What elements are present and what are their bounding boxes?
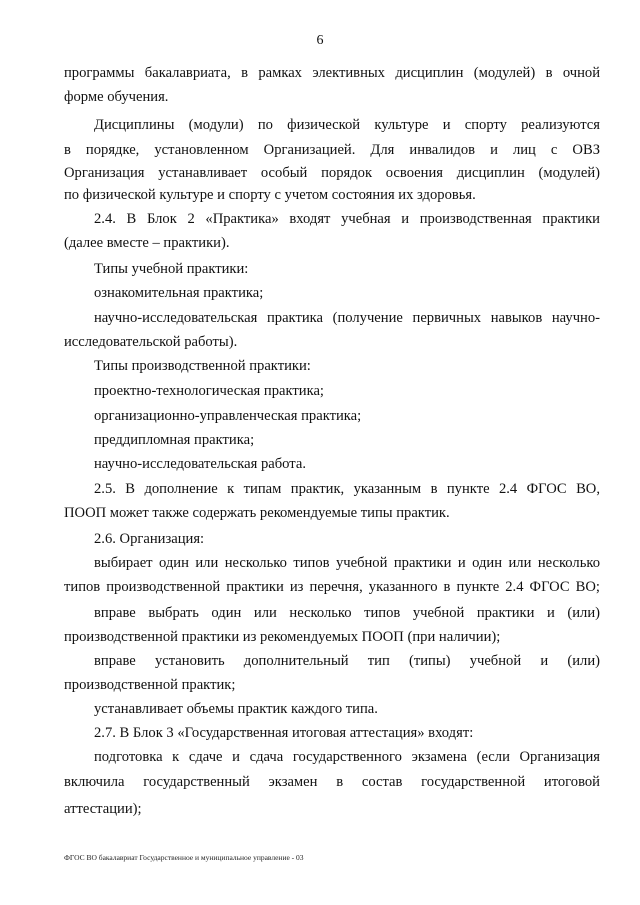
- text-line: типов производственной практики из перечня, указанного в пункте 2.4 ФГОС ВО;: [64, 579, 600, 595]
- text-line: устанавливает объемы практик каждого типа.: [94, 701, 378, 717]
- text-line: аттестации);: [64, 801, 142, 817]
- text-line: 2.7. В Блок 3 «Государственная итоговая аттестация» входят:: [94, 725, 474, 741]
- page-footer: ФГОС ВО бакалавриат Государственное и муниципальное управление - 03: [64, 853, 304, 862]
- text-line: по физической культуре и спорту с учетом состояния их здоровья.: [64, 187, 476, 203]
- text-line: научно-исследовательская работа.: [94, 456, 306, 472]
- text-line: производственной практики из рекомендуемых ПООП (при наличии);: [64, 629, 501, 645]
- text-line: преддипломная практика;: [94, 432, 255, 448]
- page-number: 6: [316, 33, 324, 48]
- text-line: Типы учебной практики:: [94, 261, 249, 277]
- text-line: программы бакалавриата, в рамках элективных дисциплин (модулей) в очной: [64, 65, 600, 81]
- text-line: выбирает один или несколько типов учебной практики и один или несколько: [94, 555, 600, 571]
- text-line: ПООП может также содержать рекомендуемые типы практик.: [64, 505, 450, 521]
- text-line: организационно-управленческая практика;: [94, 408, 362, 424]
- text-line: ознакомительная практика;: [94, 285, 264, 301]
- text-line: производственной практик;: [64, 677, 236, 693]
- text-line: в порядке, установленном Организацией. Для инвалидов и лиц с ОВЗ: [64, 142, 600, 158]
- text-line: проектно-технологическая практика;: [94, 383, 324, 399]
- text-line: 2.4. В Блок 2 «Практика» входят учебная и производственная практики: [94, 211, 600, 227]
- text-line: Дисциплины (модули) по физической культуре и спорту реализуются: [94, 117, 600, 133]
- text-line: подготовка к сдаче и сдача государственного экзамена (если Организация: [94, 749, 600, 765]
- text-line: 2.6. Организация:: [94, 531, 205, 547]
- text-line: вправе выбрать один или несколько типов учебной практики и (или): [94, 605, 600, 621]
- text-line: вправе установить дополнительный тип (типы) учебной и (или): [94, 653, 600, 669]
- text-line: форме обучения.: [64, 89, 169, 105]
- text-line: исследовательской работы).: [64, 334, 238, 350]
- text-line: Организация устанавливает особый порядок освоения дисциплин (модулей): [64, 165, 600, 181]
- text-line: 2.5. В дополнение к типам практик, указанным в пункте 2.4 ФГОС ВО,: [94, 481, 600, 497]
- text-line: Типы производственной практики:: [94, 358, 311, 374]
- text-line: научно-исследовательская практика (получение первичных навыков научно-: [94, 310, 600, 326]
- text-line: включила государственный экзамен в состав государственной итоговой: [64, 774, 600, 790]
- text-line: (далее вместе – практики).: [64, 235, 230, 251]
